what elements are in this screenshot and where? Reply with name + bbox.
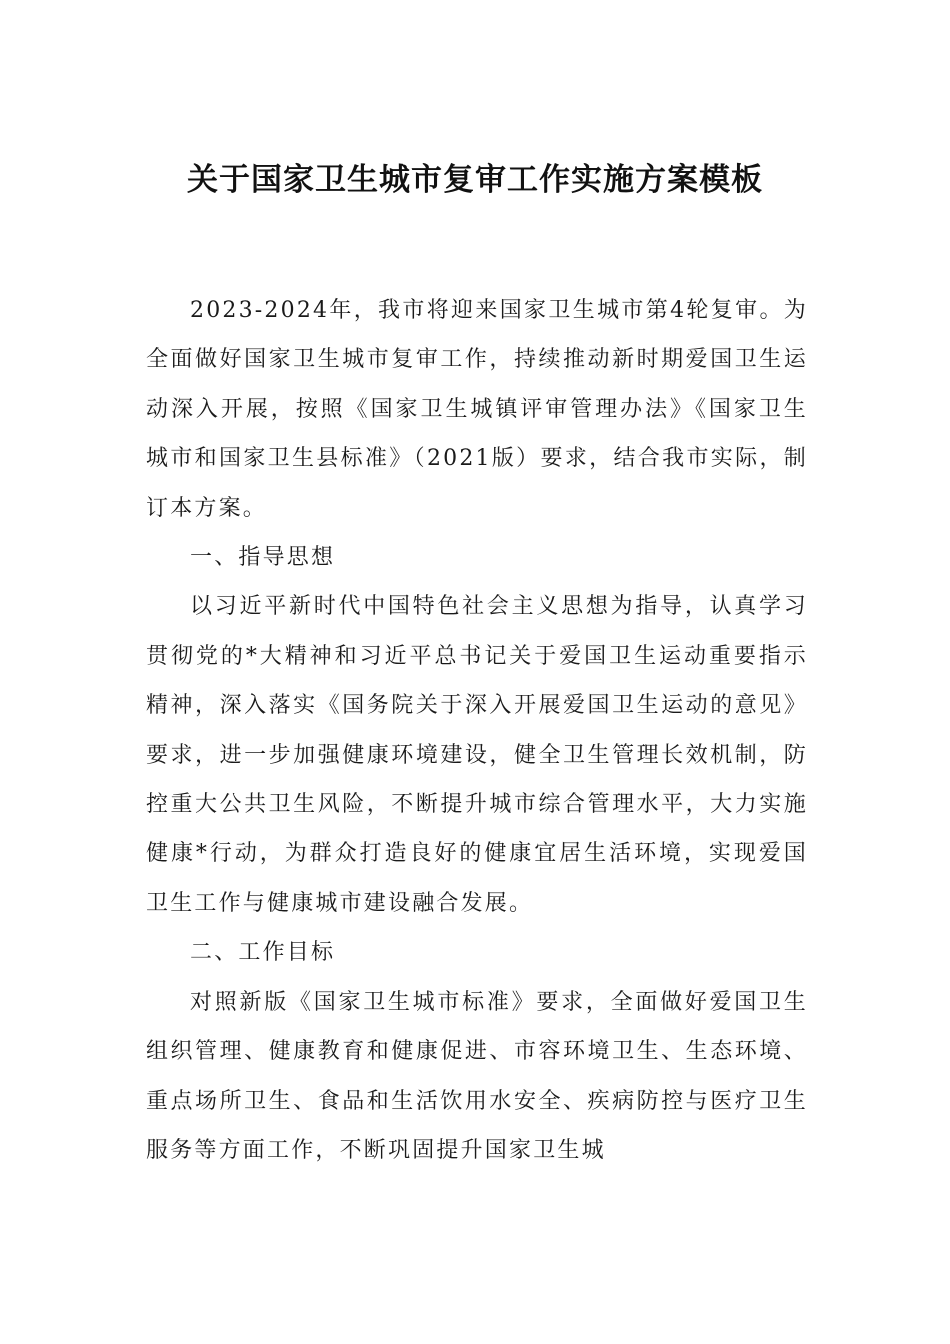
- section-heading-work-goals: 二、工作目标: [190, 940, 336, 966]
- document-body: [146, 286, 808, 1175]
- section-heading-guiding-ideology: 一、指导思想: [190, 545, 336, 571]
- guiding-ideology-paragraph: 以习近平新时代中国特色社会主义思想为指导，认真学习贯彻党的*大精神和习近平总书记关于爱国卫生运动重要指示精神，深入落实《国务院关于深入开展爱国卫生运动的意见》要求，进一步加强健康环境建设，健全卫生管理长效机制，防控重大公共卫生风险，不断提升城市综合管理水平，大力实施健康*行动，为群众打造良好的健康宜居生活环境，实现爱国卫生工作与健康城市建设融合发展。: [146, 594, 808, 916]
- intro-paragraph: 2023-2024年，我市将迎来国家卫生城市第4轮复审。为全面做好国家卫生城市复审工作，持续推动新时期爱国卫生运动深入开展，按照《国家卫生城镇评审管理办法》《国家卫生城市和国家卫生县标准》（2021版）要求，结合我市实际，制订本方案。: [146, 298, 808, 521]
- work-goals-paragraph: 对照新版《国家卫生城市标准》要求，全面做好爱国卫生组织管理、健康教育和健康促进、市容环境卫生、生态环境、重点场所卫生、食品和生活饮用水安全、疾病防控与医疗卫生服务等方面工作，不断巩固提升国家卫生城: [146, 989, 808, 1163]
- document-title: 关于国家卫生城市复审工作实施方案模板: [187, 162, 763, 198]
